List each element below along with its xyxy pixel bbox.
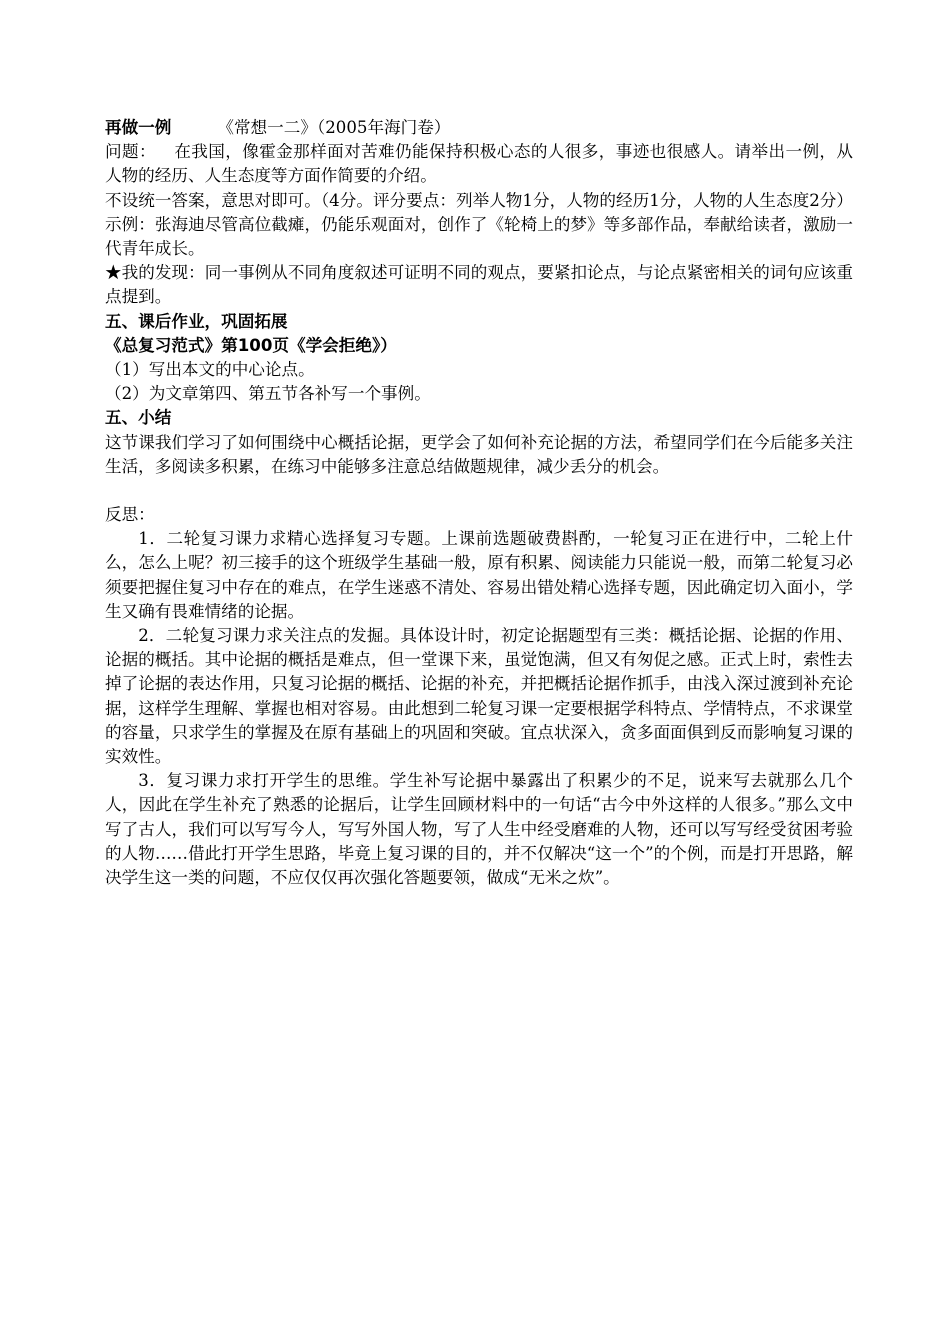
- summary-paragraph: 这节课我们学习了如何围绕中心概括论据，更学会了如何补充论据的方法，希望同学们在今后能多关注生活，多阅读多积累，在练习中能够多注意总结做题规律，减少丢分的机会。: [105, 432, 853, 476]
- homework-heading: 五、课后作业，巩固拓展: [105, 311, 288, 331]
- question-label: 问题：: [105, 142, 156, 162]
- reflection-paragraph: 1．二轮复习课力求精心选择复习专题。上课前选题破费斟酌，一轮复习正在进行中，二轮上什么，怎么上呢？初三接手的这个班级学生基础一般，原有积累、阅读能力只能说一般，而第二轮复习必须要把握住复习中存在的难点，在学生迷惑不清处、容易出错处精心选择专题，因此确定切入面小，学生又确有畏难情绪的论据。: [105, 529, 853, 621]
- homework-item: （1）写出本文的中心论点。: [105, 360, 315, 380]
- example-line: [105, 116, 853, 140]
- question-paragraph: [105, 140, 853, 188]
- reflection-paragraph: 3．复习课力求打开学生的思维。学生补写论据中暴露出了积累少的不足，说来写去就那么几个人，因此在学生补充了熟悉的论据后，让学生回顾材料中的一句话“古今中外这样的人很多。”那么文中写了古人，我们可以写写今人，写写外国人物，写了人生中经受磨难的人物，还可以写写经受贫困考验的人物……借此打开学生思路，毕竟上复习课的目的，并不仅解决“这一个”的个例，而是打开思路，解决学生这一类的问题，不应仅仅再次强化答题要领，做成“无米之炊”。: [105, 771, 853, 888]
- example-heading: 再做一例: [105, 118, 172, 137]
- discovery-paragraph: ★我的发现：同一事例从不同角度叙述可证明不同的观点，要紧扣论点，与论点紧密相关的词句应该重点提到。: [105, 263, 853, 307]
- reflection-heading: 反思：: [105, 505, 155, 525]
- summary-heading: 五、小结: [105, 408, 172, 428]
- example-source: 《常想一二》（2005年海门卷）: [217, 118, 451, 137]
- homework-book: 《总复习范式》第100页《学会拒绝》）: [105, 335, 397, 355]
- homework-item: （2）为文章第四、第五节各补写一个事例。: [105, 384, 431, 404]
- question-text: 在我国，像霍金那样面对苦难仍能保持积极心态的人很多，事迹也很感人。请举出一例，从人物的经历、人生态度等方面作简要的介绍。: [105, 142, 854, 186]
- document-page: [105, 116, 853, 890]
- answer-paragraph: 不设统一答案，意思对即可。（4分。评分要点：列举人物1分，人物的经历1分，人物的人生态度2分）示例：张海迪尽管高位截瘫，仍能乐观面对，创作了《轮椅上的梦》等多部作品，奉献给读者，激励一代青年成长。: [105, 190, 853, 259]
- reflection-paragraph: 2．二轮复习课力求关注点的发掘。具体设计时，初定论据题型有三类：概括论据、论据的作用、论据的概括。其中论据的概括是难点，但一堂课下来，虽觉饱满，但又有匆促之感。正式上时，索性去掉了论据的表达作用，只复习论据的概括、论据的补充，并把概括论据作抓手，由浅入深过渡到补充论据，这样学生理解、掌握也相对容易。由此想到二轮复习课一定要根据学科特点、学情特点，不求课堂的容量，只求学生的掌握及在原有基础上的巩固和突破。宜点状深入，贪多面面俱到反而影响复习课的实效性。: [105, 626, 853, 767]
